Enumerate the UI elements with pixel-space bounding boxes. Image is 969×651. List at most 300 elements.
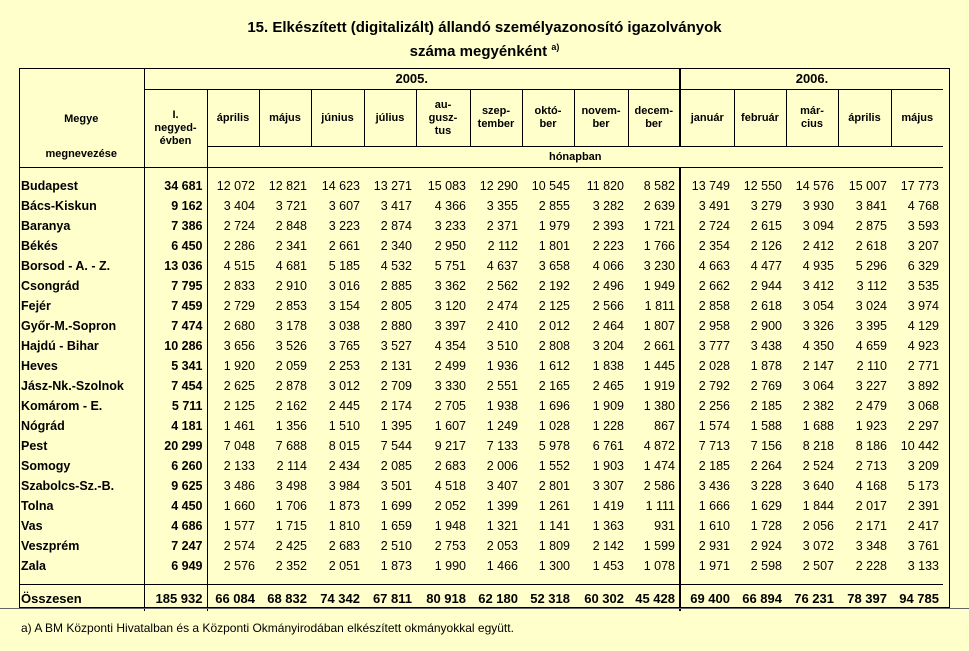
table-row xyxy=(19,396,943,416)
month-value: 2 875 xyxy=(855,219,887,233)
month-value: 2 661 xyxy=(328,239,360,253)
month-value: 7 544 xyxy=(380,439,412,453)
footnote-divider xyxy=(0,608,969,609)
month-value: 3 120 xyxy=(434,299,466,313)
month-value: 66 894 xyxy=(734,585,786,612)
month-value: 66 084 xyxy=(207,585,259,612)
month-value: 4 477 xyxy=(750,259,782,273)
month-value: 12 550 xyxy=(743,179,782,193)
month-value: 2 085 xyxy=(380,459,412,473)
q1-value: 7 386 xyxy=(144,216,207,236)
spacer-cell xyxy=(786,576,838,585)
month-value: 4 768 xyxy=(907,199,939,213)
month-value: 2 352 xyxy=(275,559,307,573)
month-value: 1 811 xyxy=(628,296,680,316)
q1-value: 9 625 xyxy=(144,476,207,496)
month-value: 4 532 xyxy=(380,259,412,273)
county-name: Szabolcs-Sz.-B. xyxy=(19,476,144,496)
month-value: 10 442 xyxy=(900,439,939,453)
spacer-cell xyxy=(416,576,470,585)
month-value: 1 909 xyxy=(592,399,624,413)
month-value: 3 094 xyxy=(802,219,834,233)
table-row xyxy=(19,276,943,296)
county-name: Borsod - A. - Z. xyxy=(19,256,144,276)
spacer-cell xyxy=(259,168,311,177)
month-value: 1 419 xyxy=(592,499,624,513)
month-value: 2 713 xyxy=(855,459,887,473)
month-value: 2 618 xyxy=(750,299,782,313)
spacer-cell xyxy=(311,168,364,177)
month-value: 3 777 xyxy=(698,339,730,353)
month-value: 1 612 xyxy=(538,359,570,373)
spacer-cell xyxy=(144,168,207,177)
month-value: 3 404 xyxy=(223,199,255,213)
q1-header xyxy=(144,90,207,168)
table-row xyxy=(19,376,943,396)
month-value: 4 935 xyxy=(802,259,834,273)
month-value: 3 068 xyxy=(907,399,939,413)
month-header-2005-1: május xyxy=(259,90,311,147)
month-value: 2 808 xyxy=(538,339,570,353)
month-value: 1 810 xyxy=(328,519,360,533)
spacer-cell xyxy=(364,168,416,177)
county-name: Nógrád xyxy=(19,416,144,436)
month-value: 8 582 xyxy=(628,176,680,196)
table-row xyxy=(19,436,943,456)
month-value: 8 218 xyxy=(802,439,834,453)
month-value: 2 112 xyxy=(487,239,518,253)
q1-value: 13 036 xyxy=(144,256,207,276)
month-value: 1 903 xyxy=(592,459,624,473)
month-value: 14 576 xyxy=(795,179,834,193)
month-value: 3 527 xyxy=(380,339,412,353)
month-value: 7 713 xyxy=(698,439,730,453)
county-header xyxy=(19,68,144,168)
month-value: 2 297 xyxy=(907,419,939,433)
month-value: 2 126 xyxy=(750,239,782,253)
month-value: 7 156 xyxy=(750,439,782,453)
month-value: 2 371 xyxy=(486,219,518,233)
spacer-cell xyxy=(311,576,364,585)
month-value: 4 659 xyxy=(855,339,887,353)
spacer-cell xyxy=(786,168,838,177)
month-value: 2 900 xyxy=(750,319,782,333)
title-line-2 xyxy=(0,42,969,60)
q1-value: 4 450 xyxy=(144,496,207,516)
month-value: 1 809 xyxy=(538,539,570,553)
county-name: Heves xyxy=(19,356,144,376)
month-value: 2 885 xyxy=(380,279,412,293)
month-value: 2 006 xyxy=(486,459,518,473)
month-value: 4 923 xyxy=(907,339,939,353)
month-header-2005-8: decem- ber xyxy=(628,90,680,147)
month-value: 2 185 xyxy=(698,459,730,473)
month-value: 2 340 xyxy=(380,239,412,253)
month-value: 1 659 xyxy=(380,519,412,533)
month-value: 5 978 xyxy=(538,439,570,453)
month-value: 1 380 xyxy=(628,396,680,416)
month-value: 2 924 xyxy=(750,539,782,553)
month-value: 1 453 xyxy=(592,559,624,573)
month-value: 3 154 xyxy=(328,299,360,313)
month-value: 1 249 xyxy=(486,419,518,433)
months-unit-label: hónapban xyxy=(207,147,943,168)
month-value: 1 923 xyxy=(855,419,887,433)
month-value: 2 474 xyxy=(486,299,518,313)
month-value: 2 618 xyxy=(855,239,887,253)
table-row xyxy=(19,296,943,316)
month-value: 2 110 xyxy=(856,359,887,373)
month-header-2005-4: au- gusz- tus xyxy=(416,90,470,147)
title-line-1: 15. Elkészített (digitalizált) állandó személyazonosító igazolványok xyxy=(247,19,722,36)
month-value: 2 661 xyxy=(628,336,680,356)
month-value: 3 761 xyxy=(907,539,939,553)
county-data-table xyxy=(19,68,943,611)
county-name: Jász-Nk.-Szolnok xyxy=(19,376,144,396)
month-value: 2 051 xyxy=(328,559,360,573)
table-row xyxy=(19,536,943,556)
q1-value: 7 459 xyxy=(144,296,207,316)
spacer-cell xyxy=(207,576,259,585)
month-value: 3 307 xyxy=(592,479,624,493)
month-value: 1 807 xyxy=(628,316,680,336)
month-value: 931 xyxy=(628,516,680,536)
table-row xyxy=(19,356,943,376)
spacer-row xyxy=(19,168,943,177)
county-name: Tolna xyxy=(19,496,144,516)
spacer-cell xyxy=(628,576,680,585)
month-value: 2 253 xyxy=(328,359,360,373)
month-value: 2 223 xyxy=(592,239,624,253)
month-value: 2 417 xyxy=(907,519,939,533)
month-value: 2 056 xyxy=(802,519,834,533)
month-value: 1 715 xyxy=(275,519,307,533)
month-header-2006-3: április xyxy=(838,90,891,147)
month-value: 60 302 xyxy=(574,585,628,612)
month-value: 1 552 xyxy=(538,459,570,473)
table-row xyxy=(19,416,943,436)
month-value: 1 878 xyxy=(750,359,782,373)
title-line-2-text: száma megyénként xyxy=(409,43,548,60)
table-row xyxy=(19,256,943,276)
month-value: 3 228 xyxy=(750,479,782,493)
month-value: 3 892 xyxy=(907,379,939,393)
month-value: 3 227 xyxy=(855,379,887,393)
month-value: 1 949 xyxy=(628,276,680,296)
month-value: 3 133 xyxy=(907,559,939,573)
month-value: 3 930 xyxy=(802,199,834,213)
spacer-cell xyxy=(574,168,628,177)
month-value: 2 162 xyxy=(275,399,307,413)
month-value: 3 072 xyxy=(802,539,834,553)
q1-value: 4 181 xyxy=(144,416,207,436)
month-header-2005-0: április xyxy=(207,90,259,147)
month-value: 2 958 xyxy=(698,319,730,333)
month-value: 2 625 xyxy=(223,379,255,393)
month-value: 4 872 xyxy=(628,436,680,456)
month-value: 6 761 xyxy=(592,439,624,453)
month-value: 2 059 xyxy=(275,359,307,373)
month-value: 74 342 xyxy=(311,585,364,612)
county-name: Baranya xyxy=(19,216,144,236)
county-name: Győr-M.-Sopron xyxy=(19,316,144,336)
q1-value: 185 932 xyxy=(144,585,207,612)
month-value: 1 919 xyxy=(628,376,680,396)
month-value: 1 363 xyxy=(592,519,624,533)
month-value: 2 853 xyxy=(275,299,307,313)
month-value: 3 204 xyxy=(592,339,624,353)
spacer-row xyxy=(19,576,943,585)
month-value: 3 112 xyxy=(856,279,887,293)
month-value: 3 362 xyxy=(434,279,466,293)
month-value: 1 461 xyxy=(223,419,255,433)
month-value: 3 841 xyxy=(855,199,887,213)
county-name: Összesen xyxy=(19,585,144,612)
table-row xyxy=(19,456,943,476)
month-value: 3 024 xyxy=(855,299,887,313)
month-value: 3 397 xyxy=(434,319,466,333)
q1-value: 20 299 xyxy=(144,436,207,456)
month-value: 2 566 xyxy=(592,299,624,313)
month-value: 4 350 xyxy=(802,339,834,353)
month-value: 2 576 xyxy=(223,559,255,573)
spacer-cell xyxy=(891,576,943,585)
table-row xyxy=(19,336,943,356)
month-value: 12 290 xyxy=(479,179,518,193)
month-header-2005-7: novem- ber xyxy=(574,90,628,147)
q1-value: 7 247 xyxy=(144,536,207,556)
month-value: 2 724 xyxy=(223,219,255,233)
month-value: 2 729 xyxy=(223,299,255,313)
month-value: 2 165 xyxy=(538,379,570,393)
month-value: 1 728 xyxy=(750,519,782,533)
month-value: 1 321 xyxy=(486,519,518,533)
spacer-cell xyxy=(416,168,470,177)
month-value: 3 417 xyxy=(380,199,412,213)
spacer-cell xyxy=(470,168,522,177)
month-value: 3 178 xyxy=(275,319,307,333)
county-header-sublabel: megnevezése xyxy=(45,148,118,160)
q1-value: 7 474 xyxy=(144,316,207,336)
month-value: 1 971 xyxy=(698,559,730,573)
spacer-cell xyxy=(470,576,522,585)
month-value: 2 683 xyxy=(434,459,466,473)
month-value: 2 131 xyxy=(380,359,412,373)
table-row xyxy=(19,176,943,196)
month-value: 2 833 xyxy=(223,279,255,293)
month-value: 3 593 xyxy=(907,219,939,233)
month-value: 1 801 xyxy=(538,239,570,253)
month-value: 1 356 xyxy=(275,419,307,433)
county-name: Vas xyxy=(19,516,144,536)
month-value: 8 015 xyxy=(328,439,360,453)
month-value: 2 805 xyxy=(380,299,412,313)
month-value: 4 637 xyxy=(486,259,518,273)
month-value: 14 623 xyxy=(321,179,360,193)
month-value: 2 586 xyxy=(628,476,680,496)
month-value: 1 844 xyxy=(802,499,834,513)
month-value: 2 880 xyxy=(380,319,412,333)
spacer-cell xyxy=(364,576,416,585)
month-value: 1 111 xyxy=(628,496,680,516)
month-value: 3 233 xyxy=(434,219,466,233)
month-value: 2 114 xyxy=(276,459,307,473)
county-name: Zala xyxy=(19,556,144,576)
month-value: 2 801 xyxy=(538,479,570,493)
month-value: 2 264 xyxy=(750,459,782,473)
month-value: 7 048 xyxy=(223,439,255,453)
month-value: 3 656 xyxy=(223,339,255,353)
month-value: 1 078 xyxy=(628,556,680,576)
month-value: 15 007 xyxy=(848,179,887,193)
spacer-cell xyxy=(891,168,943,177)
q1-header-label: I. negyed- évben xyxy=(154,109,197,147)
table-row xyxy=(19,316,943,336)
q1-value: 5 341 xyxy=(144,356,207,376)
table-row xyxy=(19,496,943,516)
q1-value: 9 162 xyxy=(144,196,207,216)
month-value: 3 436 xyxy=(698,479,730,493)
county-name: Fejér xyxy=(19,296,144,316)
month-value: 3 721 xyxy=(275,199,307,213)
month-value: 2 931 xyxy=(698,539,730,553)
county-name: Pest xyxy=(19,436,144,456)
month-value: 2 425 xyxy=(275,539,307,553)
month-value: 2 496 xyxy=(592,279,624,293)
spacer-cell xyxy=(680,576,734,585)
month-value: 2 507 xyxy=(802,559,834,573)
month-value: 2 771 xyxy=(907,359,939,373)
month-value: 2 639 xyxy=(628,196,680,216)
footnote: a) A BM Központi Hivatalban és a Központi Okmányirodában elkészített okmányokkal együtt. xyxy=(21,621,514,635)
month-value: 3 984 xyxy=(328,479,360,493)
table-row xyxy=(19,196,943,216)
q1-value: 10 286 xyxy=(144,336,207,356)
month-value: 2 434 xyxy=(328,459,360,473)
month-value: 1 300 xyxy=(538,559,570,573)
month-value: 5 173 xyxy=(907,479,939,493)
month-value: 2 944 xyxy=(750,279,782,293)
month-value: 2 393 xyxy=(592,219,624,233)
month-value: 2 354 xyxy=(698,239,730,253)
spacer-cell xyxy=(522,168,574,177)
month-value: 2 551 xyxy=(486,379,518,393)
month-value: 2 192 xyxy=(538,279,570,293)
month-value: 3 412 xyxy=(802,279,834,293)
month-value: 2 855 xyxy=(538,199,570,213)
month-value: 5 751 xyxy=(434,259,466,273)
month-value: 2 615 xyxy=(750,219,782,233)
month-value: 2 510 xyxy=(380,539,412,553)
month-value: 3 607 xyxy=(328,199,360,213)
month-header-2005-6: októ- ber xyxy=(522,90,574,147)
month-value: 1 028 xyxy=(538,419,570,433)
month-header-2005-5: szep- tember xyxy=(470,90,522,147)
spacer-cell xyxy=(680,168,734,177)
month-header-2006-4: május xyxy=(901,111,934,124)
month-header-2006-0: január xyxy=(680,90,734,147)
table-row xyxy=(19,556,943,576)
month-value: 5 185 xyxy=(328,259,360,273)
county-name: Csongrád xyxy=(19,276,144,296)
month-value: 2 683 xyxy=(328,539,360,553)
month-value: 2 391 xyxy=(907,499,939,513)
month-value: 3 330 xyxy=(434,379,466,393)
month-value: 3 012 xyxy=(328,379,360,393)
month-value: 2 705 xyxy=(434,399,466,413)
spacer-cell xyxy=(522,576,574,585)
table-row xyxy=(19,216,943,236)
month-value: 1 588 xyxy=(750,419,782,433)
month-value: 2 174 xyxy=(380,399,412,413)
month-value: 69 400 xyxy=(680,585,734,612)
month-value: 1 706 xyxy=(275,499,307,513)
month-value: 3 355 xyxy=(486,199,518,213)
month-value: 2 848 xyxy=(275,219,307,233)
month-value: 4 681 xyxy=(275,259,307,273)
month-value: 3 348 xyxy=(855,539,887,553)
county-name: Békés xyxy=(19,236,144,256)
q1-value: 7 454 xyxy=(144,376,207,396)
month-value: 2 858 xyxy=(698,299,730,313)
month-value: 5 296 xyxy=(855,259,887,273)
month-value: 3 491 xyxy=(698,199,730,213)
month-value: 2 017 xyxy=(855,499,887,513)
month-value: 1 629 xyxy=(750,499,782,513)
month-value: 3 064 xyxy=(802,379,834,393)
month-value: 3 016 xyxy=(328,279,360,293)
month-value: 2 256 xyxy=(698,399,730,413)
month-value: 1 873 xyxy=(380,559,412,573)
month-value: 1 261 xyxy=(538,499,570,513)
q1-value: 34 681 xyxy=(144,176,207,196)
month-value: 2 680 xyxy=(223,319,255,333)
month-header-2005-2: június xyxy=(311,90,364,147)
month-value: 3 640 xyxy=(802,479,834,493)
month-value: 2 464 xyxy=(592,319,624,333)
spacer-cell xyxy=(574,576,628,585)
month-value: 3 038 xyxy=(328,319,360,333)
month-value: 3 279 xyxy=(750,199,782,213)
q1-value: 5 711 xyxy=(144,396,207,416)
month-value: 68 832 xyxy=(259,585,311,612)
month-value: 2 053 xyxy=(486,539,518,553)
month-value: 867 xyxy=(628,416,680,436)
county-header-label: Megye xyxy=(64,113,99,125)
month-value: 4 663 xyxy=(698,259,730,273)
month-value: 12 072 xyxy=(216,179,255,193)
month-value: 4 518 xyxy=(434,479,466,493)
month-value: 1 666 xyxy=(698,499,730,513)
month-value: 13 271 xyxy=(373,179,412,193)
month-value: 2 228 xyxy=(855,559,887,573)
month-value: 1 990 xyxy=(434,559,466,573)
month-value: 1 688 xyxy=(802,419,834,433)
county-name: Budapest xyxy=(19,176,144,196)
month-value: 4 129 xyxy=(907,319,939,333)
table-row xyxy=(19,516,943,536)
q1-value: 6 450 xyxy=(144,236,207,256)
q1-value: 7 795 xyxy=(144,276,207,296)
county-name: Bács-Kiskun xyxy=(19,196,144,216)
month-value: 2 769 xyxy=(750,379,782,393)
month-value: 1 873 xyxy=(328,499,360,513)
month-value: 2 499 xyxy=(434,359,466,373)
month-value: 3 209 xyxy=(907,459,939,473)
month-value: 1 599 xyxy=(628,536,680,556)
county-name: Hajdú - Bihar xyxy=(19,336,144,356)
spacer-cell xyxy=(734,168,786,177)
